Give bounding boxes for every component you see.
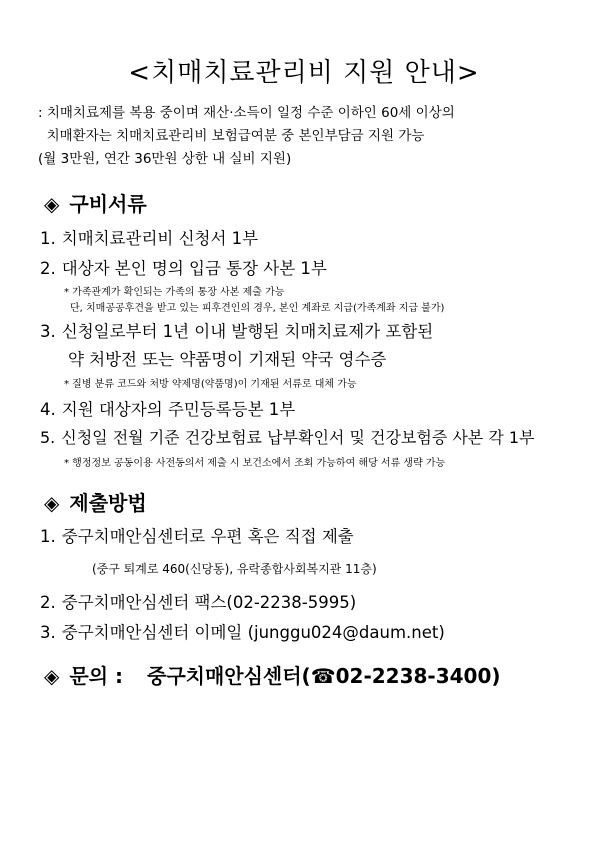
submission-heading <box>44 487 147 516</box>
contact-line <box>44 660 501 689</box>
documents-heading <box>44 188 147 217</box>
diamond-bullet-icon: ◈ <box>44 192 60 216</box>
intro-line-1: : 치매치료제를 복용 중이며 재산·소득이 일정 수준 이하인 60세 이상의 <box>38 105 455 121</box>
documents-item-4: 4. 지원 대상자의 주민등록등본 1부 <box>40 400 296 419</box>
submission-item-3: 3. 중구치매안심센터 이메일 (junggu024@daum.net) <box>40 623 445 642</box>
submission-heading-label: 제출방법 <box>69 491 147 515</box>
documents-item-5: 5. 신청일 전월 기준 건강보험료 납부확인서 및 건강보험증 사본 각 1부 <box>40 428 535 447</box>
submission-address: (중구 퇴계로 460(신당동), 유락종합사회복지관 11층) <box>92 562 377 576</box>
page-title: <치매치료관리비 지원 안내> <box>128 58 480 88</box>
documents-note-2b: 단, 치매공공후견을 받고 있는 피후견인의 경우, 본인 계좌로 지급(가족계좌 지급 불가) <box>70 303 445 314</box>
documents-heading-label: 구비서류 <box>69 192 147 216</box>
documents-item-1: 1. 치매치료관리비 신청서 1부 <box>40 229 259 248</box>
submission-item-2: 2. 중구치매안심센터 팩스(02-2238-5995) <box>40 593 357 612</box>
documents-note-2a: * 가족관계가 확인되는 가족의 통장 사본 제출 가능 <box>64 287 285 298</box>
submission-item-1: 1. 중구치매안심센터로 우편 혹은 직접 제출 <box>40 527 354 546</box>
intro-line-3: (월 3만원, 연간 36만원 상한 내 실비 지원) <box>38 151 292 167</box>
documents-note-5: * 행정정보 공동이용 사전동의서 제출 시 보건소에서 조회 가능하여 해당 서류 생략 가능 <box>64 458 446 469</box>
documents-item-3-continued: 약 처방전 또는 약품명이 기재된 약국 영수증 <box>68 350 387 369</box>
diamond-bullet-icon: ◈ <box>44 491 60 515</box>
documents-item-3: 3. 신청일로부터 1년 이내 발행된 치매치료제가 포함된 <box>40 322 434 341</box>
diamond-bullet-icon: ◈ <box>44 664 60 688</box>
contact-label: 문의 : <box>69 664 123 688</box>
documents-item-2: 2. 대상자 본인 명의 입금 통장 사본 1부 <box>40 259 327 278</box>
documents-note-3: * 질병 분류 코드와 처방 약제명(약품명)이 기재된 서류로 대체 가능 <box>64 379 357 390</box>
contact-center: 중구치매안심센터(☎02-2238-3400) <box>147 664 501 688</box>
intro-line-2: 치매환자는 치매치료관리비 보험급여분 중 본인부담금 지원 가능 <box>38 128 425 144</box>
